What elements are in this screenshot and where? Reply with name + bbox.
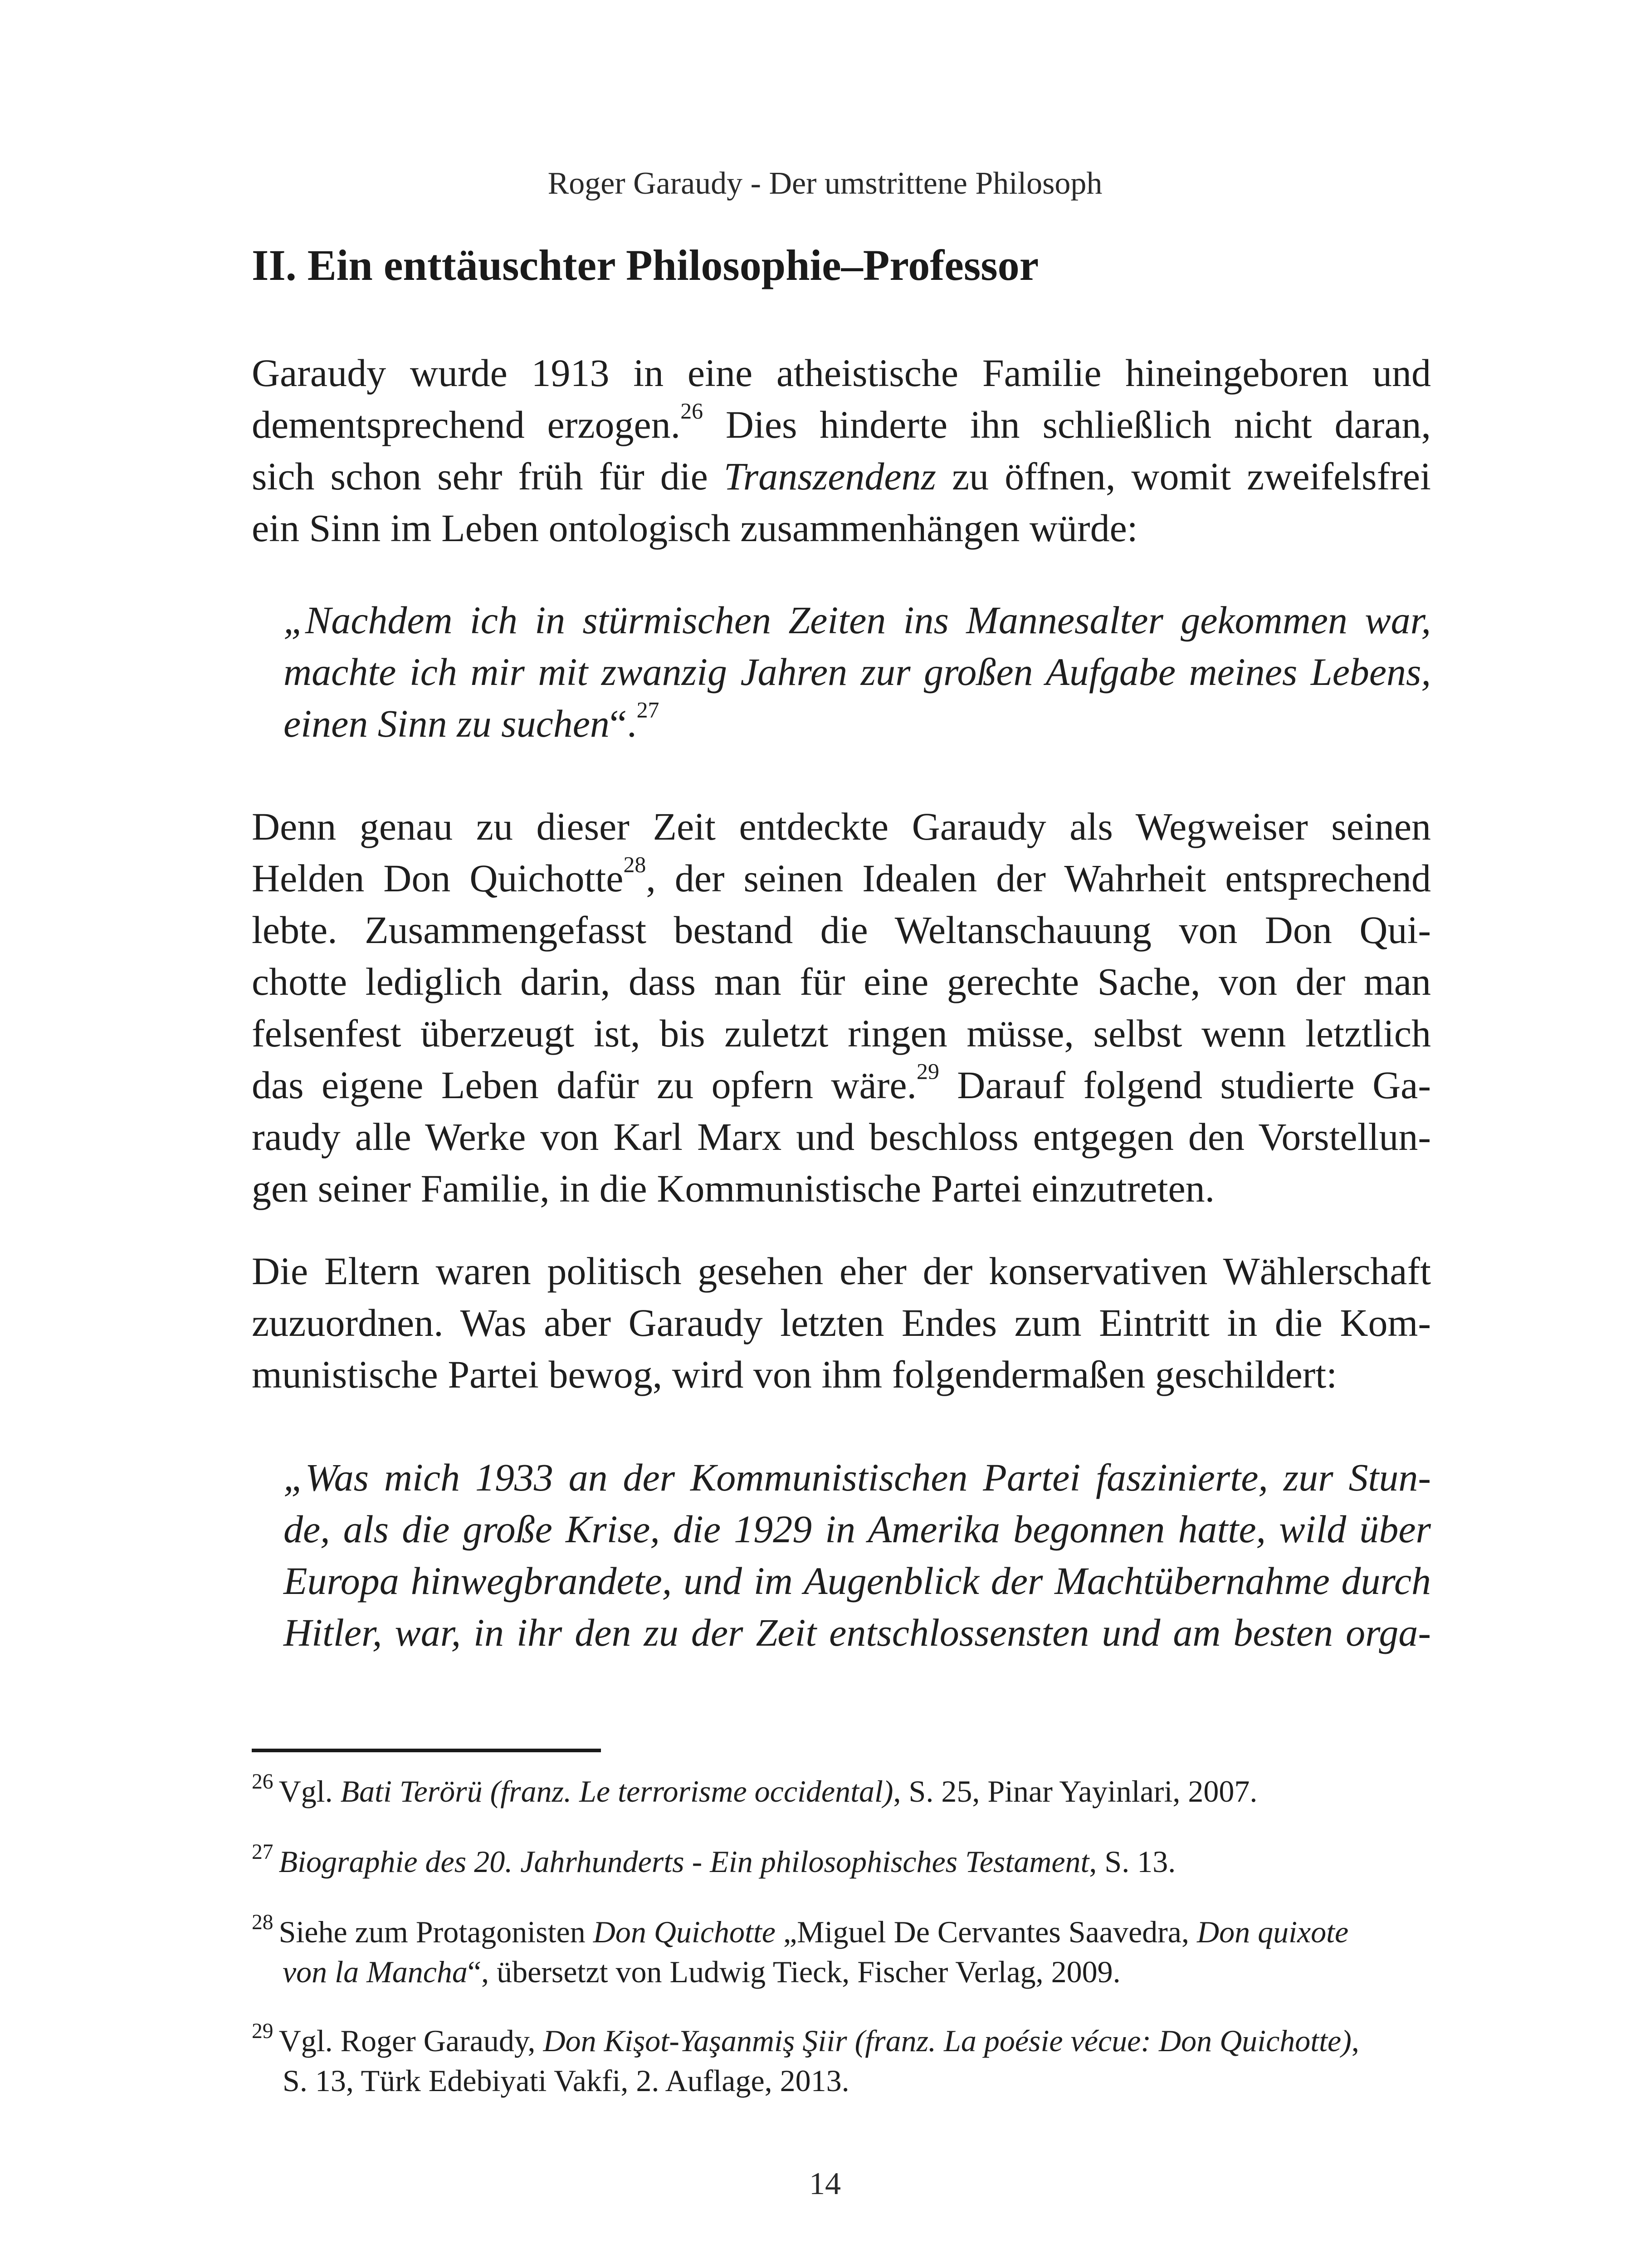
paragraph-line: lebte. Zusammengefasst bestand die Weltanschauung von Don Qui- [252,908,1431,952]
footnote-29 [252,2021,1431,2101]
footnote-number: 29 [252,2019,273,2043]
paragraph-line: raudy alle Werke von Karl Marx und beschloss entgegen den Vorstellun- [252,1115,1431,1158]
paragraph-1 [252,347,1431,554]
footnote-ref-27[interactable]: 27 [636,697,659,723]
quote-line: Hitler, war, in ihr den zu der Zeit entschlossensten und am besten orga- [283,1611,1431,1654]
footnote-title: Don Quichotte [593,1915,776,1949]
text-span: Vgl. Roger Garaudy, [278,2024,543,2058]
footnote-divider [252,1749,601,1752]
emphasis-transzendenz: Transzendenz [723,455,937,498]
text-span: “, übersetzt von Ludwig Tieck, Fischer Verlag, 2009. [467,1955,1121,1989]
quote-2 [283,1452,1431,1658]
text-span: Vgl. [278,1774,341,1809]
paragraph-line: chotte lediglich darin, dass man für eine gerechte Sache, von der man [252,960,1431,1003]
running-header: Roger Garaudy - Der umstrittene Philosoph [547,166,1103,201]
footnote-title: Don Kişot-Yaşanmiş Şiir (franz. La poésie vécue: Don Quichotte) [543,2024,1352,2058]
text-span: , S. 25, Pinar Yayinlari, 2007. [893,1774,1258,1809]
footnote-title: Biographie des 20. Jahrhunderts - Ein philosophisches Testament [278,1844,1089,1879]
quote-line: machte ich mir mit zwanzig Jahren zur großen Aufgabe meines Lebens, [283,650,1431,694]
paragraph-line: felsenfest überzeugt ist, bis zuletzt ringen müsse, selbst wenn letztlich [252,1012,1431,1055]
paragraph-line [252,399,1431,450]
text-span: dementsprechend erzogen. [252,403,681,446]
paragraph-line: Denn genau zu dieser Zeit entdeckte Garaudy als Wegweiser seinen [252,805,1431,848]
text-span: einen Sinn zu suchen [283,702,610,745]
footnote-title: Don quixote [1196,1915,1349,1949]
paragraph-3 [252,1245,1431,1400]
footnote-28 [252,1912,1431,1992]
text-span: Dies hinderte ihn schließlich nicht daran, [703,403,1431,446]
paragraph-line [252,450,1431,502]
text-span: Darauf folgend studierte Ga- [939,1063,1431,1107]
footnote-26 [252,1771,1431,1811]
text-span: das eigene Leben dafür zu opfern wäre. [252,1063,917,1107]
text-span: , S. 13. [1089,1844,1176,1879]
footnote-27 [252,1842,1431,1882]
text-span: sich schon sehr früh für die [252,455,724,498]
footnote-ref-28[interactable]: 28 [623,852,646,877]
quote-line: Europa hinwegbrandete, und im Augenblick der Machtübernahme durch [283,1559,1431,1603]
footnote-continuation: S. 13, Türk Edebiyati Vakfi, 2. Auflage, 2013. [283,2063,849,2098]
text-span: Siehe zum Protagonisten [278,1915,593,1949]
paragraph-line: Die Eltern waren politisch gesehen eher der konservativen Wählerschaft [252,1249,1431,1293]
chapter-title: II. Ein enttäuschter Philosophie–Professor [252,241,1039,289]
quote-1 [283,594,1431,749]
paragraph-line: gen seiner Familie, in die Kommunistische Partei einzutreten. [252,1167,1215,1210]
quote-line: „Nachdem ich in stürmischen Zeiten ins Mannesalter gekommen war, [283,598,1431,642]
footnote-title: Bati Terörü (franz. Le terrorisme occidental) [340,1774,893,1809]
paragraph-line: munistische Partei bewog, wird von ihm folgendermaßen geschildert: [252,1353,1338,1396]
text-span: „Miguel De Cervantes Saavedra, [775,1915,1197,1949]
footnote-ref-26[interactable]: 26 [680,398,703,424]
text-span: , der seinen Idealen der Wahrheit entsprechend [646,856,1431,900]
footnote-number: 28 [252,1911,273,1935]
footnote-continuation [252,1952,1431,1992]
text-span: zu öffnen, womit zweifelsfrei [936,455,1431,498]
quote-line: de, als die große Krise, die 1929 in Amerika begonnen hatte, wild über [283,1507,1431,1551]
text-span: “. [609,702,637,745]
footnote-ref-29[interactable]: 29 [917,1059,939,1084]
footnote-number: 26 [252,1770,273,1794]
paragraph-line: zuzuordnen. Was aber Garaudy letzten Endes zum Eintritt in die Kom- [252,1301,1431,1344]
footnote-title: von la Mancha [283,1955,468,1989]
paragraph-line [252,1059,1431,1111]
page-number: 14 [809,2166,841,2201]
paragraph-line: Garaudy wurde 1913 in eine atheistische Familie hineingeboren und [252,351,1431,395]
paragraph-line: ein Sinn im Leben ontologisch zusammenhängen würde: [252,506,1138,550]
text-span: , [1351,2024,1359,2058]
paragraph-2 [252,801,1431,1214]
text-span: Helden Don Quichotte [252,856,624,900]
paragraph-line [252,852,1431,904]
quote-line: „Was mich 1933 an der Kommunistischen Partei faszinierte, zur Stun- [283,1456,1431,1499]
quote-line [283,698,1431,749]
footnote-number: 27 [252,1840,273,1864]
